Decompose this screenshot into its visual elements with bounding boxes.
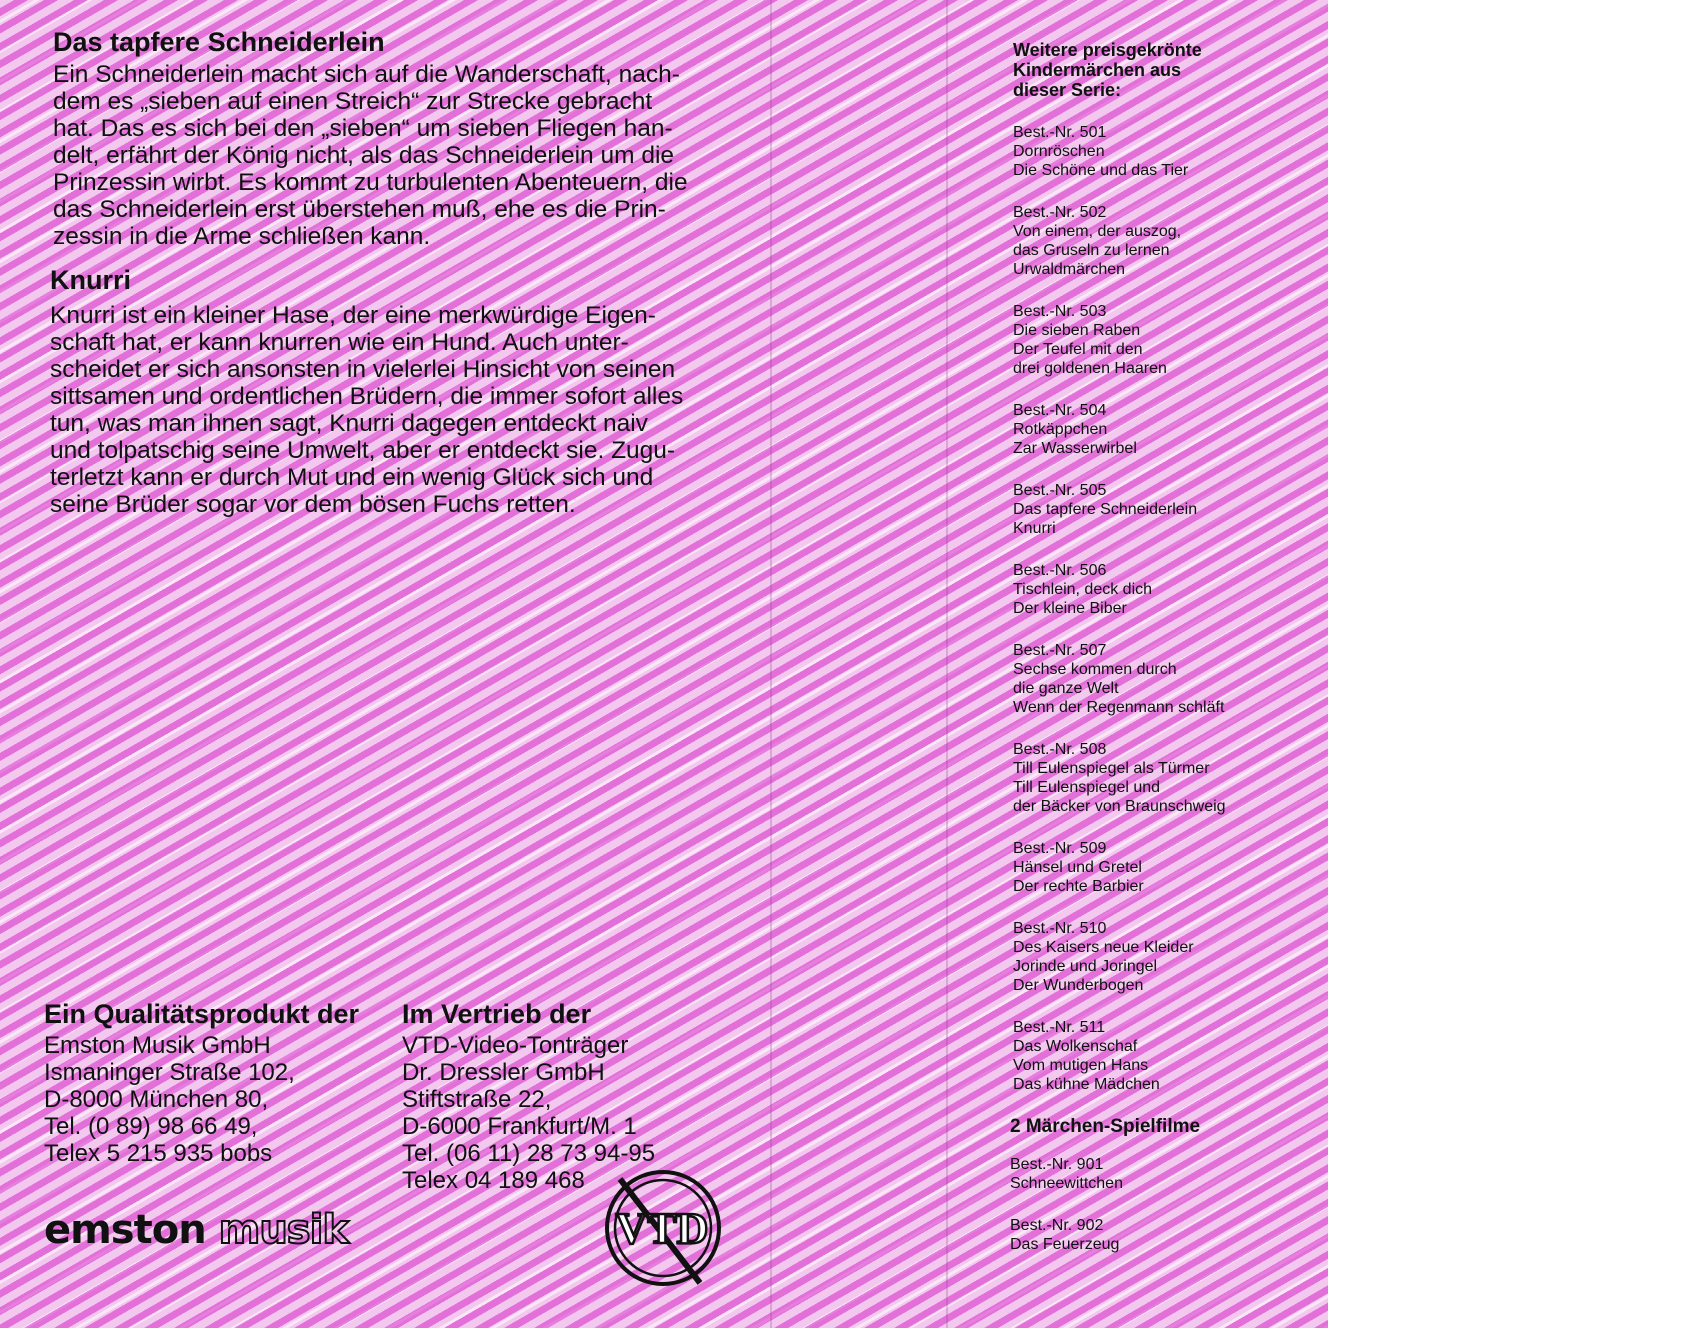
title-line: Das kühne Mädchen — [1013, 1076, 1160, 1093]
catalog-entry — [1013, 302, 1313, 378]
catalog-entry — [1013, 1018, 1313, 1094]
catalog-entry — [1013, 203, 1313, 279]
title-line: der Bäcker von Braunschweig — [1013, 798, 1226, 815]
distributor-title: Im Vertrieb der — [402, 999, 592, 1029]
order-number: Best.-Nr. 504 — [1013, 402, 1107, 419]
story-title: Das tapfere Schneiderlein — [53, 27, 385, 57]
title-line: Vom mutigen Hans — [1013, 1057, 1149, 1074]
order-number: Best.-Nr. 506 — [1013, 562, 1107, 579]
catalog-entry — [1013, 839, 1313, 896]
films-list — [1010, 1155, 1313, 1254]
title-line: Der rechte Barbier — [1013, 878, 1144, 895]
story-line: schaft hat, er kann knurren wie ein Hund. Auch unter- — [50, 329, 629, 356]
distributor-line: Telex 04 189 468 — [402, 1167, 585, 1194]
order-number: Best.-Nr. 505 — [1013, 482, 1107, 499]
story-line: delt, erfährt der König nicht, als das Schneiderlein um die — [53, 142, 675, 169]
story-text — [50, 302, 760, 518]
producer-line: Ismaninger Straße 102, — [44, 1059, 295, 1086]
emston-musik-logo — [44, 1207, 348, 1253]
catalog-entry — [1013, 919, 1313, 995]
title-line: Dornröschen — [1013, 143, 1105, 160]
distributor-line: VTD-Video-Tonträger — [402, 1032, 629, 1059]
producer-line: D-8000 München 80, — [44, 1086, 269, 1113]
films-heading: 2 Märchen-Spielfilme — [1010, 1116, 1201, 1137]
story-line: hat. Das es sich bei den „sieben“ um sieben Fliegen han- — [53, 115, 673, 142]
story-title: Knurri — [50, 265, 131, 295]
title-line: Des Kaisers neue Kleider — [1013, 939, 1194, 956]
story-line: tun, was man ihnen sagt, Knurri dagegen entdeckt naiv — [50, 410, 648, 437]
producer-line: Telex 5 215 935 bobs — [44, 1140, 273, 1167]
title-line: Urwaldmärchen — [1013, 261, 1126, 278]
title-line: Die Schöne und das Tier — [1013, 162, 1189, 179]
story-line: das Schneiderlein erst überstehen muß, ehe es die Prin- — [53, 196, 666, 223]
title-line: Rotkäppchen — [1013, 421, 1108, 438]
story-schneiderlein — [53, 27, 753, 250]
order-number: Best.-Nr. 503 — [1013, 303, 1107, 320]
title-line: Knurri — [1013, 520, 1056, 537]
title-line: Von einem, der auszog, — [1013, 223, 1182, 240]
title-line: das Gruseln zu lernen — [1013, 242, 1170, 259]
title-line: Jorinde und Joringel — [1013, 958, 1158, 975]
catalog-entry — [1013, 641, 1313, 717]
story-line: Ein Schneiderlein macht sich auf die Wanderschaft, nach- — [53, 61, 680, 88]
story-line: und tolpatschig seine Umwelt, aber er entdeckt sie. Zugu- — [50, 437, 676, 464]
title-line: Die sieben Raben — [1013, 322, 1141, 339]
title-line: Zar Wasserwirbel — [1013, 440, 1137, 457]
fold-line-right — [946, 0, 948, 1328]
catalog-entry — [1013, 561, 1313, 618]
series-heading-line: Weitere preisgekrönte — [1013, 40, 1202, 60]
title-line: Tischlein, deck dich — [1013, 581, 1153, 598]
producer-line: Emston Musik GmbH — [44, 1032, 271, 1059]
story-line: zessin in die Arme schließen kann. — [53, 223, 431, 250]
title-line: Hänsel und Gretel — [1013, 859, 1142, 876]
vtd-logo — [600, 1165, 730, 1290]
distributor-line: Dr. Dressler GmbH — [402, 1059, 605, 1086]
story-line: seine Brüder sogar vor dem bösen Fuchs retten. — [50, 491, 576, 518]
logo-word-emston: emston — [44, 1207, 206, 1253]
producer-title: Ein Qualitätsprodukt der — [44, 999, 360, 1029]
title-line: Der kleine Biber — [1013, 600, 1127, 617]
distributor-line: Stiftstraße 22, — [402, 1086, 552, 1113]
order-number: Best.-Nr. 501 — [1013, 124, 1107, 141]
fold-line-left — [770, 0, 772, 1328]
logo-word-musik: musik — [218, 1207, 348, 1253]
order-number: Best.-Nr. 901 — [1010, 1156, 1104, 1173]
catalog-entry — [1013, 740, 1313, 816]
producer-line: Tel. (0 89) 98 66 49, — [44, 1113, 258, 1140]
title-line: Das Feuerzeug — [1010, 1236, 1120, 1253]
story-knurri — [50, 265, 760, 518]
catalog-entry — [1010, 1216, 1313, 1254]
title-line: Der Wunderbogen — [1013, 977, 1144, 994]
series-list — [1013, 123, 1313, 1094]
story-line: Knurri ist ein kleiner Hase, der eine merkwürdige Eigen- — [50, 302, 656, 329]
title-line: die ganze Welt — [1013, 680, 1119, 697]
distributor-line: Tel. (06 11) 28 73 94-95 — [402, 1140, 656, 1167]
story-line: dem es „sieben auf einen Streich“ zur Strecke gebracht — [53, 88, 653, 115]
distributor-line: D-6000 Frankfurt/M. 1 — [402, 1113, 637, 1140]
title-line: Der Teufel mit den — [1013, 341, 1143, 358]
story-line: scheidet er sich ansonsten in vielerlei Hinsicht von seinen — [50, 356, 676, 383]
story-line: sittsamen und ordentlichen Brüdern, die immer sofort alles — [50, 383, 684, 410]
title-line: Schneewittchen — [1010, 1175, 1123, 1192]
series-heading-line: dieser Serie: — [1013, 80, 1122, 100]
order-number: Best.-Nr. 508 — [1013, 741, 1107, 758]
title-line: Till Eulenspiegel und — [1013, 779, 1161, 796]
series-heading-line: Kindermärchen aus — [1013, 60, 1182, 80]
title-line: Till Eulenspiegel als Türmer — [1013, 760, 1210, 777]
title-line: Sechse kommen durch — [1013, 661, 1177, 678]
title-line: Das tapfere Schneiderlein — [1013, 501, 1198, 518]
title-line: drei goldenen Haaren — [1013, 360, 1167, 377]
story-text — [53, 61, 753, 250]
order-number: Best.-Nr. 510 — [1013, 920, 1107, 937]
series-heading — [1013, 40, 1313, 100]
vtd-logo-text: VTD — [615, 1204, 709, 1253]
order-number: Best.-Nr. 507 — [1013, 642, 1107, 659]
series-column — [1010, 40, 1313, 1277]
catalog-entry — [1013, 481, 1313, 538]
catalog-entry — [1013, 401, 1313, 458]
producer-block — [44, 998, 404, 1167]
catalog-entry — [1013, 123, 1313, 180]
title-line: Das Wolkenschaf — [1013, 1038, 1138, 1055]
story-line: terletzt kann er durch Mut und ein wenig Glück sich und — [50, 464, 654, 491]
catalog-entry — [1010, 1155, 1313, 1193]
order-number: Best.-Nr. 509 — [1013, 840, 1107, 857]
order-number: Best.-Nr. 502 — [1013, 204, 1107, 221]
order-number: Best.-Nr. 902 — [1010, 1217, 1104, 1234]
order-number: Best.-Nr. 511 — [1013, 1019, 1106, 1036]
story-line: Prinzessin wirbt. Es kommt zu turbulenten Abenteuern, die — [53, 169, 688, 196]
title-line: Wenn der Regenmann schläft — [1013, 699, 1225, 716]
